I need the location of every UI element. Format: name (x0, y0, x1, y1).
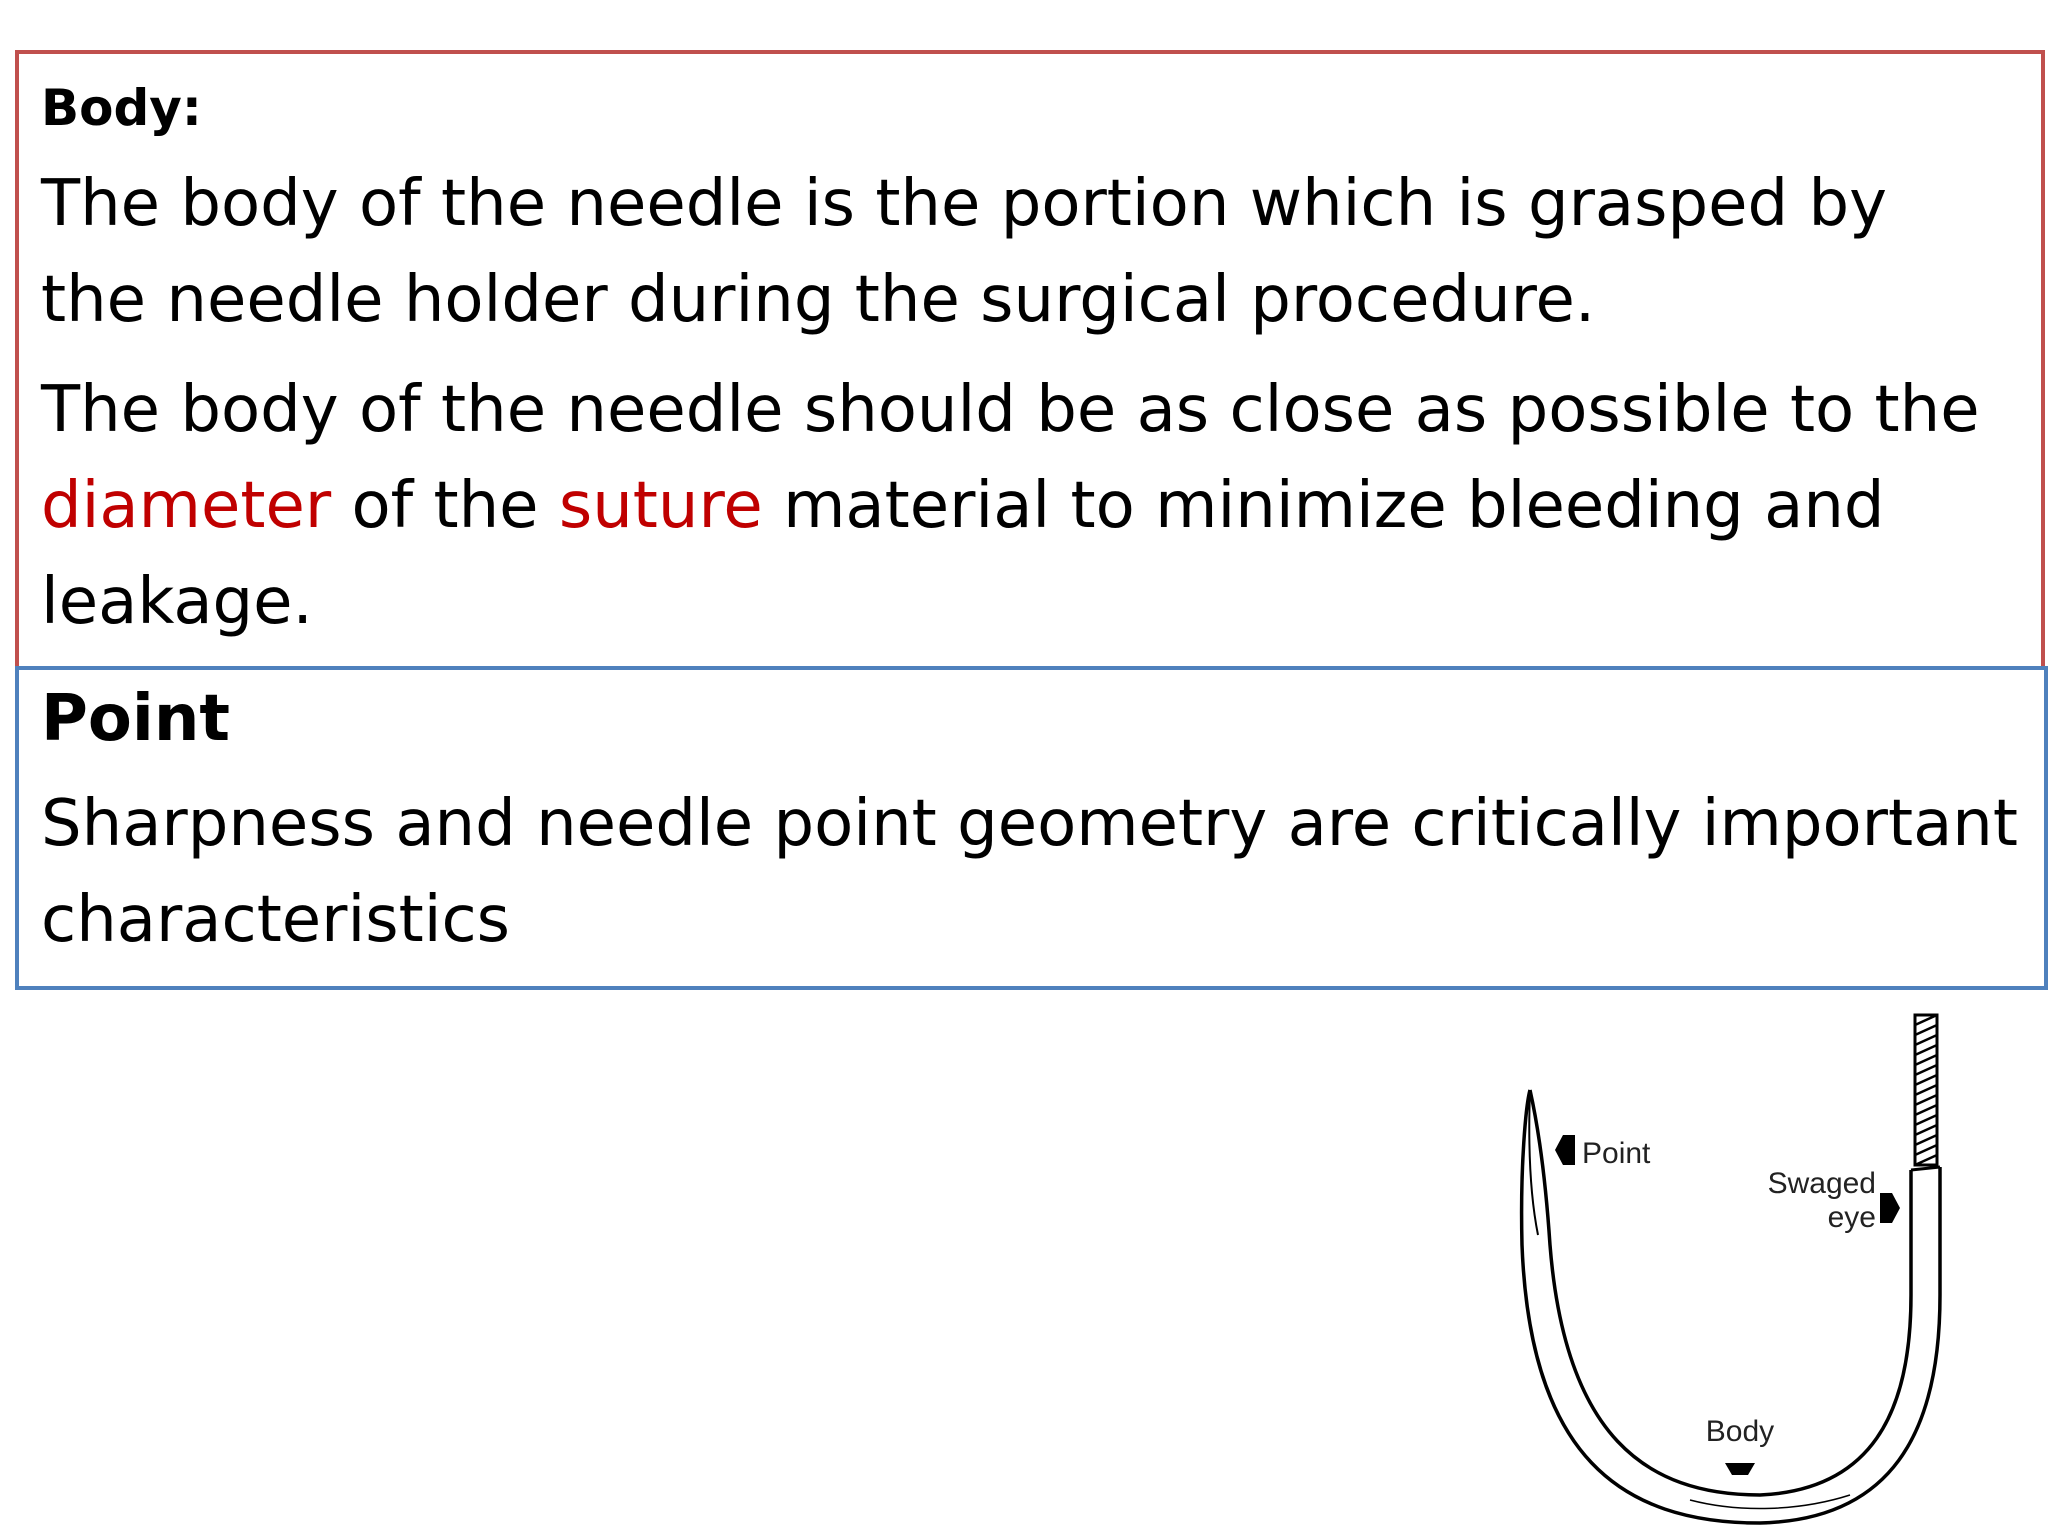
body-paragraph-1-line-1: The body of the needle is the portion which is grasped by (41, 167, 1887, 241)
suture-thread (1915, 1015, 1937, 1165)
body-paragraph-2-text-a: of the (331, 469, 559, 543)
label-point: Point (1582, 1137, 1651, 1170)
point-section-box (15, 666, 2048, 990)
body-paragraph-2 (41, 362, 2041, 650)
point-paragraph-line-1: Sharpness and needle point geometry are critically important (41, 787, 2018, 861)
body-paragraph-2-line-1: The body of the needle should be as close as possible to the (41, 373, 1980, 447)
body-paragraph-2-line-2 (41, 458, 2041, 554)
body-paragraph-2-text-b: material to minimize bleeding and (762, 469, 1885, 543)
label-eye: eye (1827, 1201, 1876, 1234)
highlight-suture: suture (558, 469, 763, 543)
point-heading: Point (41, 682, 230, 756)
needle-diagram (1500, 995, 2020, 1530)
point-paragraph (41, 776, 2044, 968)
body-section-box (15, 50, 2045, 670)
body-paragraph-1-line-2: the needle holder during the surgical procedure. (41, 263, 1596, 337)
point-marker-icon (1555, 1135, 1575, 1165)
label-body: Body (1705, 1415, 1775, 1448)
body-paragraph-2-line-3: leakage. (41, 565, 313, 639)
swaged-eye-marker-icon (1880, 1193, 1900, 1223)
point-paragraph-line-2: characteristics (41, 883, 510, 957)
highlight-diameter: diameter (41, 469, 332, 543)
label-swaged: Swaged (1767, 1167, 1876, 1200)
body-paragraph-1 (41, 156, 2041, 348)
body-heading: Body: (41, 79, 202, 137)
body-marker-icon (1725, 1463, 1755, 1475)
